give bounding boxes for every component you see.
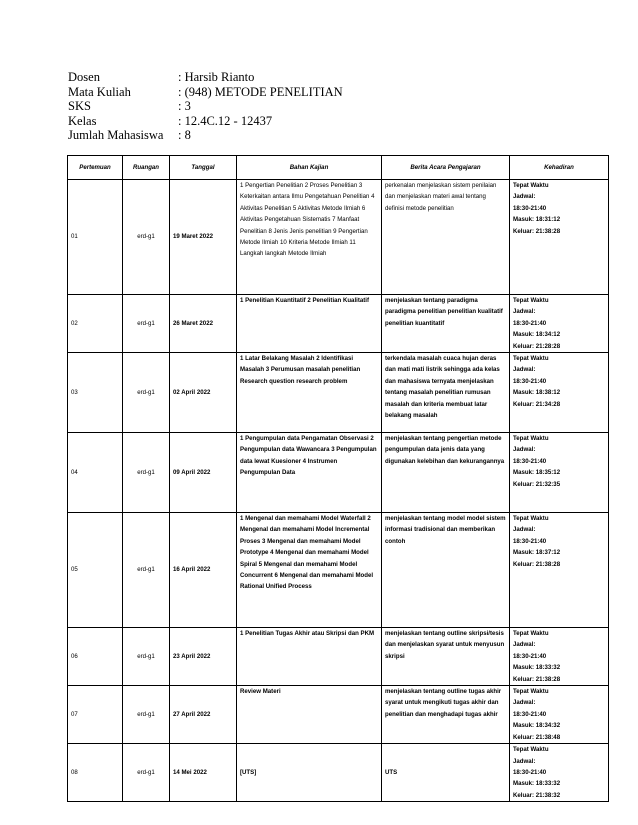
kehadiran-jadwal: 18:30-21:40 <box>513 537 547 545</box>
table-row <box>68 180 609 295</box>
cell-kehadiran <box>510 686 609 744</box>
table-row <box>68 744 609 802</box>
kehadiran-jadwal: 18:30-21:40 <box>513 204 547 212</box>
kelas-row <box>68 114 343 129</box>
dosen-label: Dosen <box>68 70 100 84</box>
kehadiran-masuk: Masuk: 18:33:32 <box>513 780 561 788</box>
cell-bahan-kajian: 1 Latar Belakang Masalah 2 Identifikasi Masalah 3 Perumusan masalah penelitian Research question research problem <box>237 353 382 433</box>
cell-tanggal: 19 Maret 2022 <box>170 180 237 295</box>
kehadiran-status: Tepat Waktu <box>513 515 549 523</box>
cell-berita-acara: menjelaskan tentang outline skripsi/tesis dan menjelaskan syarat untuk menyusun skripsi <box>382 628 510 686</box>
kehadiran-keluar: Keluar: 21:38:28 <box>513 227 561 235</box>
table-row <box>68 433 609 513</box>
cell-kehadiran <box>510 513 609 628</box>
kehadiran-keluar: Keluar: 21:38:32 <box>513 791 561 799</box>
cell-tanggal: 26 Maret 2022 <box>170 295 237 353</box>
cell-ruangan: erd-g1 <box>123 433 170 513</box>
cell-bahan-kajian: 1 Penelitian Kuantitatif 2 Penelitian Kualitatif <box>237 295 382 353</box>
cell-berita-acara: menjelaskan tentang paradigma paradigma penelitian penelitian kualitatif penelitian kuantitatif <box>382 295 510 353</box>
cell-pertemuan: 04 <box>68 433 123 513</box>
table-row <box>68 513 609 628</box>
kehadiran-jadwal: 18:30-21:40 <box>513 710 547 718</box>
cell-bahan-kajian: 1 Pengumpulan data Pengamatan Observasi 2 Pengumpulan data Wawancara 3 Pengumpulan data lewat Kuesioner 4 Instrumen Pengumpulan Data <box>237 433 382 513</box>
kehadiran-jadwal: 18:30-21:40 <box>513 457 547 465</box>
kehadiran-jadwal-label: Jadwal: <box>513 641 536 649</box>
cell-ruangan: erd-g1 <box>123 628 170 686</box>
kehadiran-keluar: Keluar: 21:38:28 <box>513 675 561 683</box>
kehadiran-jadwal: 18:30-21:40 <box>513 652 547 660</box>
dosen-value: : Harsib Rianto <box>178 70 255 84</box>
jumlah-mahasiswa-value: : 8 <box>178 128 191 142</box>
kehadiran-masuk: Masuk: 18:34:32 <box>513 722 561 730</box>
cell-pertemuan: 02 <box>68 295 123 353</box>
col-header-tanggal: Tanggal <box>170 156 237 180</box>
table-header-row <box>68 156 609 180</box>
mata-kuliah-row <box>68 85 343 100</box>
cell-tanggal: 27 April 2022 <box>170 686 237 744</box>
cell-berita-acara: menjelaskan tentang pengertian metode pengumpulan data jenis data yang digunakan kelebihan dan kekurangannya <box>382 433 510 513</box>
kehadiran-status: Tepat Waktu <box>513 182 549 189</box>
cell-kehadiran <box>510 295 609 353</box>
kehadiran-keluar: Keluar: 21:34:28 <box>513 400 561 408</box>
cell-ruangan: erd-g1 <box>123 353 170 433</box>
cell-pertemuan: 08 <box>68 744 123 802</box>
kelas-label: Kelas <box>68 113 97 128</box>
sks-value: : 3 <box>178 99 191 113</box>
cell-bahan-kajian: 1 Mengenal dan memahami Model Waterfall 2 Mengenal dan memahami Model Incremental Proses 3 Mengenal dan memahami Model Prototype 4 Mengenal dan memahami Model Spiral 5 Mengenal dan memahami Model Concurrent 6 Mengenal dan memahami Model Rational Unified Process <box>237 513 382 628</box>
sks-row <box>68 99 343 114</box>
kehadiran-jadwal: 18:30-21:40 <box>513 768 547 776</box>
cell-berita-acara: menjelaskan tentang model model sistem informasi tradisional dan memberikan contoh <box>382 513 510 628</box>
col-header-bahan-kajian: Bahan Kajian <box>237 156 382 180</box>
table-row <box>68 686 609 744</box>
cell-bahan-kajian: 1 Pengertian Penelitian 2 Proses Penelitian 3 Keterkaitan antara Ilmu Pengetahuan Penelitian 4 Aktivitas Penelitian 5 Aktivitas Metode Ilmiah 6 Aktivitas Pengetahuan Sistematis 7 Manfaat Penelitian 8 Jenis Jenis penelitian 9 Pengertian Metode Ilmiah 10 Kriteria Metode Ilmiah 11 Langkah langkah Metode Ilmiah <box>237 180 382 295</box>
cell-pertemuan: 03 <box>68 353 123 433</box>
cell-kehadiran <box>510 180 609 295</box>
kehadiran-jadwal-label: Jadwal: <box>513 446 536 454</box>
cell-ruangan: erd-g1 <box>123 295 170 353</box>
cell-tanggal: 23 April 2022 <box>170 628 237 686</box>
cell-ruangan: erd-g1 <box>123 744 170 802</box>
cell-pertemuan: 06 <box>68 628 123 686</box>
kehadiran-jadwal-label: Jadwal: <box>513 366 536 374</box>
cell-kehadiran <box>510 628 609 686</box>
jumlah-mahasiswa-row <box>68 128 343 143</box>
kehadiran-jadwal-label: Jadwal: <box>513 699 536 707</box>
cell-ruangan: erd-g1 <box>123 180 170 295</box>
kelas-value: : 12.4C.12 - 12437 <box>178 113 273 128</box>
table-row <box>68 353 609 433</box>
cell-tanggal: 14 Mei 2022 <box>170 744 237 802</box>
kehadiran-status: Tepat Waktu <box>513 435 549 443</box>
course-header <box>68 70 343 143</box>
kehadiran-keluar: Keluar: 21:38:48 <box>513 733 561 741</box>
table-row <box>68 295 609 353</box>
cell-tanggal: 09 April 2022 <box>170 433 237 513</box>
col-header-pertemuan: Pertemuan <box>68 156 123 180</box>
cell-ruangan: erd-g1 <box>123 686 170 744</box>
cell-kehadiran <box>510 353 609 433</box>
table-row <box>68 628 609 686</box>
kehadiran-keluar: Keluar: 21:28:28 <box>513 342 561 350</box>
cell-kehadiran <box>510 433 609 513</box>
cell-berita-acara: UTS <box>382 744 510 802</box>
jumlah-mahasiswa-label: Jumlah Mahasiswa <box>68 128 164 142</box>
dosen-row <box>68 70 343 85</box>
kehadiran-jadwal-label: Jadwal: <box>513 308 536 316</box>
kehadiran-status: Tepat Waktu <box>513 630 549 638</box>
cell-berita-acara: perkenalan menjelaskan sistem penilaian dan menjelaskan materi awal tentang definisi metode penelitian <box>382 180 510 295</box>
kehadiran-keluar: Keluar: 21:38:28 <box>513 560 561 568</box>
kehadiran-status: Tepat Waktu <box>513 746 549 754</box>
kehadiran-masuk: Masuk: 18:31:12 <box>513 216 561 224</box>
cell-bahan-kajian: Review Materi <box>237 686 382 744</box>
kehadiran-status: Tepat Waktu <box>513 355 549 363</box>
cell-pertemuan: 07 <box>68 686 123 744</box>
kehadiran-jadwal: 18:30-21:40 <box>513 319 547 327</box>
kehadiran-masuk: Masuk: 18:38:12 <box>513 389 561 397</box>
col-header-berita-acara: Berita Acara Pengajaran <box>382 156 510 180</box>
kehadiran-status: Tepat Waktu <box>513 688 549 696</box>
kehadiran-masuk: Masuk: 18:37:12 <box>513 549 561 557</box>
kehadiran-keluar: Keluar: 21:32:35 <box>513 480 561 488</box>
kehadiran-jadwal: 18:30-21:40 <box>513 377 547 385</box>
cell-pertemuan: 01 <box>68 180 123 295</box>
kehadiran-status: Tepat Waktu <box>513 297 549 304</box>
cell-berita-acara: terkendala masalah cuaca hujan deras dan mati mati listrik sehingga ada kelas dan mahasiswa ternyata menjelaskan tentang masalah penelitian rumusan masalah dan kriteria membuat latar belakang masalah <box>382 353 510 433</box>
mata-kuliah-value: : (948) METODE PENELITIAN <box>178 84 343 99</box>
kehadiran-masuk: Masuk: 18:35:12 <box>513 469 561 477</box>
cell-ruangan: erd-g1 <box>123 513 170 628</box>
attendance-table <box>67 155 609 802</box>
cell-tanggal: 16 April 2022 <box>170 513 237 628</box>
cell-kehadiran <box>510 744 609 802</box>
kehadiran-masuk: Masuk: 18:34:12 <box>513 331 561 339</box>
mata-kuliah-label: Mata Kuliah <box>68 84 131 99</box>
kehadiran-jadwal-label: Jadwal: <box>513 193 536 201</box>
kehadiran-jadwal-label: Jadwal: <box>513 757 536 765</box>
cell-berita-acara: menjelaskan tentang outline tugas akhir syarat untuk mengikuti tugas akhir dan penelitian dan menghadapi tugas akhir <box>382 686 510 744</box>
col-header-kehadiran: Kehadiran <box>510 156 609 180</box>
kehadiran-jadwal-label: Jadwal: <box>513 526 536 534</box>
sks-label: SKS <box>68 99 91 113</box>
cell-pertemuan: 05 <box>68 513 123 628</box>
kehadiran-masuk: Masuk: 18:33:32 <box>513 664 561 672</box>
cell-bahan-kajian: [UTS] <box>237 744 382 802</box>
cell-bahan-kajian: 1 Penelitian Tugas Akhir atau Skripsi dan PKM <box>237 628 382 686</box>
col-header-ruangan: Ruangan <box>123 156 170 180</box>
cell-tanggal: 02 April 2022 <box>170 353 237 433</box>
